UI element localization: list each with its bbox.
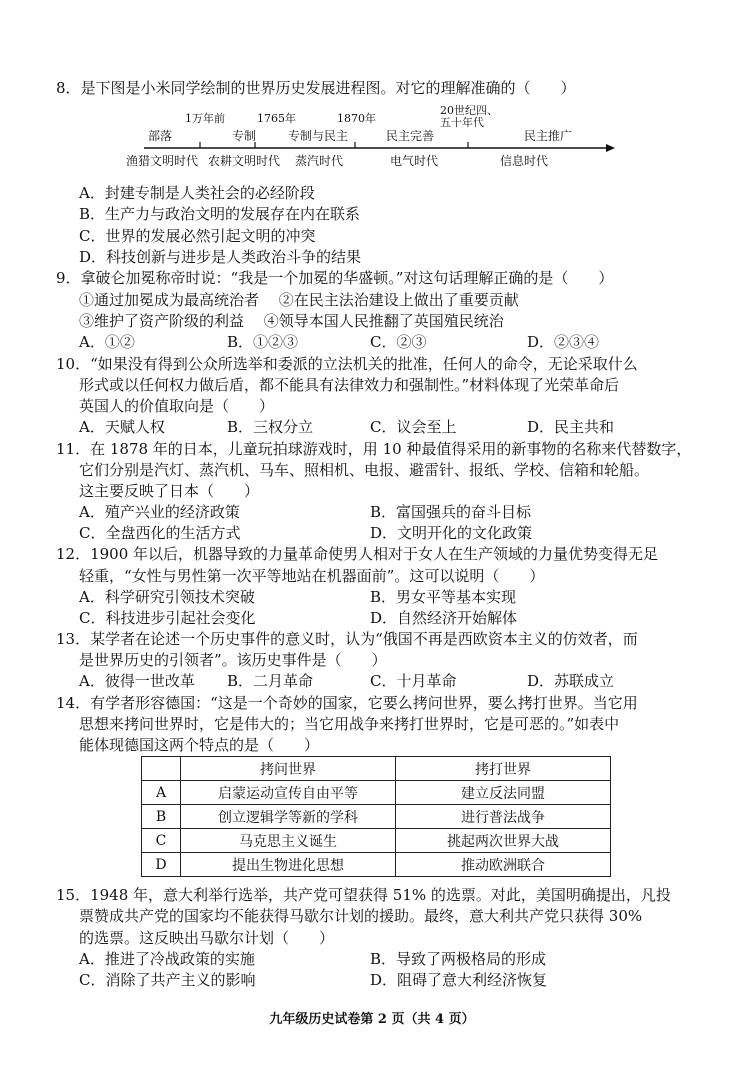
timeline-time-label: 1870年 [337, 112, 376, 125]
q15-stem-line: 15．1948 年，意大利举行选举，共产党可望获得 51% 的选票。对此，美国明确提出，凡投 [56, 886, 671, 904]
q15-stem-line: 票赞成共产党的国家均不能获得马歇尔计划的援助。最终，意大利共产党只获得 30% [79, 907, 643, 925]
table-row[interactable] [142, 853, 611, 877]
table-header-cell: 拷打世界 [396, 757, 611, 781]
q10-stem-line: 10．“如果没有得到公众所选举和委派的立法机关的批准，任何人的命令，无论采取什么 [56, 355, 638, 373]
q10-option-d[interactable]: D．民主共和 [527, 418, 615, 436]
table-cell: D [142, 853, 181, 877]
table-cell: 挑起两次世界大战 [396, 829, 611, 853]
timeline-time-label: 五十年代 [440, 116, 484, 129]
q11-option-a[interactable]: A．殖产兴业的经济政策 [79, 503, 240, 521]
table-cell: 马克思主义诞生 [181, 829, 396, 853]
timeline-era-label: 农耕文明时代 [208, 154, 281, 168]
q13-option-c[interactable]: C．十月革命 [370, 672, 457, 690]
table-cell: 建立反法同盟 [396, 781, 611, 805]
q13-option-b[interactable]: B．二月革命 [227, 672, 314, 690]
timeline-era-label: 蒸汽时代 [295, 154, 344, 168]
q14-table [141, 756, 611, 877]
page-footer: 九年级历史试卷第 2 页（共 4 页） [269, 1012, 475, 1027]
q9-option-b[interactable]: B．①②③ [227, 333, 299, 351]
q9-option-a[interactable]: A．①② [79, 333, 135, 351]
timeline-era-label: 信息时代 [500, 154, 549, 168]
q9-stem: 9．拿破仑加冕称帝时说：“我是一个加冕的华盛顿。”对这句话理解正确的是（ ） [56, 269, 614, 287]
q14-stem-line: 能体现德国这两个特点的是（ ） [79, 736, 320, 754]
q12-option-d[interactable]: D．自然经济开始解体 [370, 609, 518, 627]
q13-stem-line: 13．某学者在论述一个历史事件的意义时，认为“俄国不再是西欧资本主义的仿效者，而 [56, 630, 638, 648]
q10-stem-line: 形式或以任何权力做后盾，都不能具有法律效力和强制性。”材料体现了光荣革命后 [79, 376, 620, 394]
timeline-time-label: 1765年 [257, 112, 296, 125]
q11-stem-line: 11．在 1878 年的日本，儿童玩拍球游戏时，用 10 种最值得采用的新事物的名称来代替数字， [56, 440, 692, 458]
q12-option-b[interactable]: B．男女平等基本实现 [370, 588, 517, 606]
q14-stem-line: 思想来拷问世界时，它是伟大的；当它用战争来拷打世界时，它是可恶的。”如表中 [79, 715, 620, 733]
table-header-cell [142, 757, 181, 781]
q15-option-c[interactable]: C．消除了共产主义的影响 [79, 971, 256, 989]
q10-option-b[interactable]: B．三权分立 [227, 418, 314, 436]
table-cell: 提出生物进化思想 [181, 853, 396, 877]
q11-option-b[interactable]: B．富国强兵的奋斗目标 [370, 503, 532, 521]
q9-item-line: ③维护了资产阶级的利益 ④领导本国人民推翻了英国殖民统治 [79, 312, 504, 330]
q10-option-a[interactable]: A．天赋人权 [79, 418, 165, 436]
timeline-era-label: 渔猎文明时代 [126, 154, 199, 168]
table-header-cell: 拷问世界 [181, 757, 396, 781]
q8-option-a[interactable]: A．封建专制是人类社会的必经阶段 [79, 184, 315, 202]
q15-option-d[interactable]: D．阻碍了意大利经济恢复 [370, 971, 548, 989]
table-row[interactable] [142, 805, 611, 829]
q10-stem-line: 英国人的价值取向是（ ） [79, 397, 275, 415]
timeline-stage-label: 专制 [232, 129, 257, 143]
q9-option-c[interactable]: C．②③ [370, 333, 427, 351]
q9-item-line: ①通过加冕成为最高统治者 ②在民主法治建设上做出了重要贡献 [79, 291, 519, 309]
q8-stem: 8．是下图是小米同学绘制的世界历史发展进程图。对它的理解准确的（ ） [56, 79, 576, 97]
table-cell: C [142, 829, 181, 853]
q12-option-a[interactable]: A．科学研究引领技术突破 [79, 588, 255, 606]
q8-option-b[interactable]: B．生产力与政治文明的发展存在内在联系 [79, 205, 361, 223]
table-cell: B [142, 805, 181, 829]
table-cell: A [142, 781, 181, 805]
q13-stem-line: 是世界历史的引领者”。该历史事件是（ ） [79, 651, 387, 669]
timeline-time-label: 20世纪四、 [440, 104, 498, 117]
timeline-stage-label: 民主推广 [524, 129, 573, 143]
q8-option-c[interactable]: C．世界的发展必然引起文明的冲突 [79, 227, 316, 245]
q15-option-b[interactable]: B．导致了两极格局的形成 [370, 950, 547, 968]
timeline-era-label: 电气时代 [390, 154, 439, 168]
timeline-stage-label: 专制与民主 [288, 129, 349, 143]
q15-option-a[interactable]: A．推进了冷战政策的实施 [79, 950, 255, 968]
table-cell: 推动欧洲联合 [396, 853, 611, 877]
q13-option-a[interactable]: A．彼得一世改革 [79, 672, 195, 690]
timeline-stage-label: 部落 [148, 129, 173, 143]
q11-stem-line: 它们分别是汽灯、蒸汽机、马车、照相机、电报、避雷针、报纸、学校、信箱和轮船。 [79, 461, 650, 479]
timeline-time-label: 1万年前 [185, 112, 225, 125]
q9-option-d[interactable]: D．②③④ [527, 333, 600, 351]
q10-option-c[interactable]: C．议会至上 [370, 418, 457, 436]
table-cell: 进行普法战争 [396, 805, 611, 829]
table-header-row [142, 757, 611, 781]
q12-stem-line: 轻重，“女性与男性第一次平等地站在机器面前”。这可以说明（ ） [79, 567, 545, 585]
q12-stem-line: 12．1900 年以后，机器导致的力量革命使男人相对于女人在生产领域的力量优势变得无足 [56, 545, 659, 563]
q15-stem-line: 的选票。这反映出马歇尔计划（ ） [79, 929, 335, 947]
q8-option-d[interactable]: D．科技创新与进步是人类政治斗争的结果 [79, 248, 362, 266]
table-cell: 启蒙运动宣传自由平等 [181, 781, 396, 805]
table-row[interactable] [142, 781, 611, 805]
q11-option-c[interactable]: C．全盘西化的生活方式 [79, 524, 241, 542]
q11-option-d[interactable]: D．文明开化的文化政策 [370, 524, 533, 542]
q14-stem-line: 14．有学者形容德国：“这是一个奇妙的国家，它要么拷问世界，要么拷打世界。当它用 [56, 694, 638, 712]
history-timeline-figure [126, 102, 615, 172]
q12-option-c[interactable]: C．科技进步引起社会变化 [79, 609, 256, 627]
q11-stem-line: 这主要反映了日本（ ） [79, 482, 260, 500]
table-cell: 创立逻辑学等新的学科 [181, 805, 396, 829]
timeline-stage-label: 民主完善 [386, 129, 435, 143]
q13-option-d[interactable]: D．苏联成立 [527, 672, 615, 690]
table-row[interactable] [142, 829, 611, 853]
